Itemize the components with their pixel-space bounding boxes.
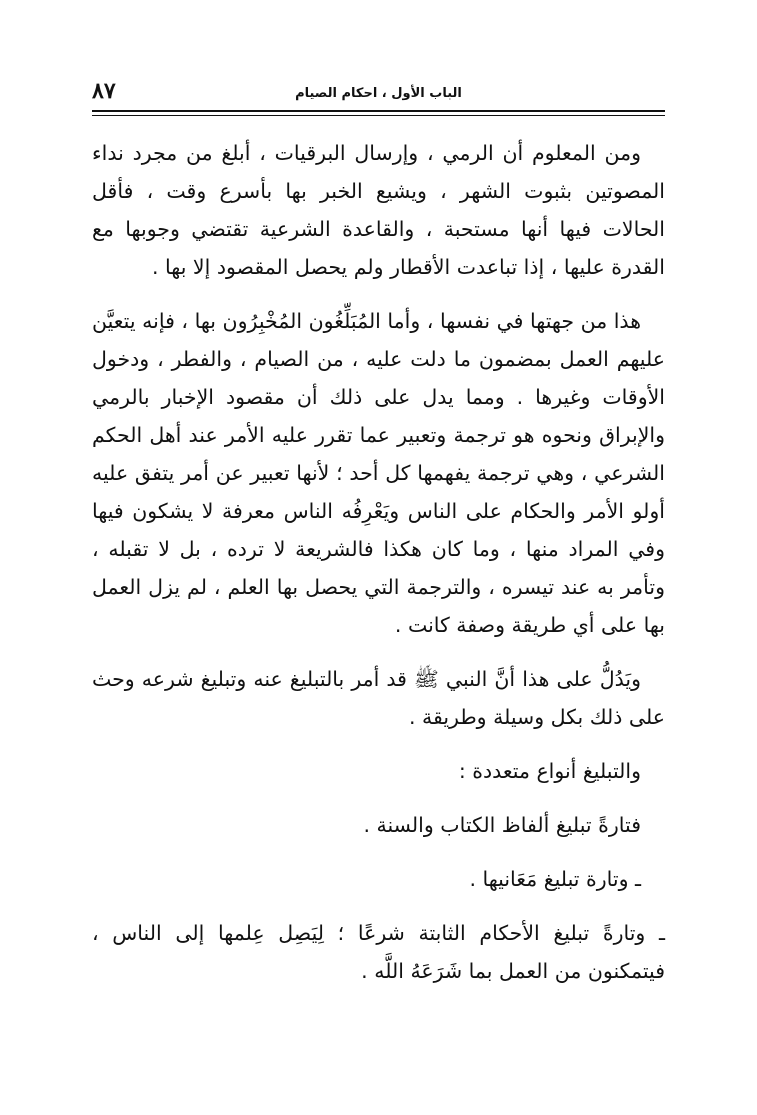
page-number: ٨٧ — [92, 78, 116, 104]
list-item-2: ـ وتارة تبليغ مَعَانيها . — [469, 867, 641, 891]
chapter-title: الباب الأول ، احكام الصيام — [295, 86, 462, 101]
list-item-1: فتارةً تبليغ ألفاظ الكتاب والسنة . — [363, 813, 641, 837]
paragraph-3: ويَدُلُّ على هذا أنَّ النبي ﷺ قد أمر بالتبليغ عنه وتبليغ شرعه وحث على ذلك بكل وسيلة وطريقة . — [92, 667, 665, 729]
list-item-3: ـ وتارةً تبليغ الأحكام الثابتة شرعًا ؛ لِيَصِل عِلمها إلى الناس ، فيتمكنون من العمل بما شَرَعَهُ اللَّه . — [92, 921, 665, 983]
running-header — [92, 78, 665, 110]
body-text — [92, 134, 665, 1006]
header-rule-thin — [92, 115, 665, 116]
paragraph-2: هذا من جهتها في نفسها ، وأما المُبَلِّغُون المُخْبِرُون بها ، فإنه يتعيَّن عليهم العمل بمضمون ما دلت عليه ، من الصيام ، والفطر ، ودخول الأوقات وغيرها . ومما يدل على ذلك أن مقصود الإخبار بالرمي والإبراق ونحوه هو ترجمة وتعبير عما تقرر عليه الأمر عند أهل الحكم الشرعي ، وهي ترجمة يفهمها كل أحد ؛ لأنها تعبير عن أمر يتفق عليه أولو الأمر والحكام على الناس ويَعْرِفُه الناس معرفة لا يشكون فيها وفي المراد منها ، وما كان هكذا فالشريعة لا ترده ، بل لا تقبله ، وتأمر به عند تيسره ، والترجمة التي يحصل بها العلم ، لم يزل العمل بها على أي طريقة وصفة كانت . — [92, 309, 665, 637]
list-intro: والتبليغ أنواع متعددة : — [458, 759, 641, 783]
header-rule-thick — [92, 110, 665, 112]
paragraph-1: ومن المعلوم أن الرمي ، وإرسال البرقيات ، أبلغ من مجرد نداء المصوتين بثبوت الشهر ، ويشيع الخبر بها بأسرع وقت ، فأقل الحالات فيها أنها مستحبة ، والقاعدة الشرعية تقتضي وجوبها مع القدرة عليها ، إذا تباعدت الأقطار ولم يحصل المقصود إلا بها . — [92, 141, 665, 279]
